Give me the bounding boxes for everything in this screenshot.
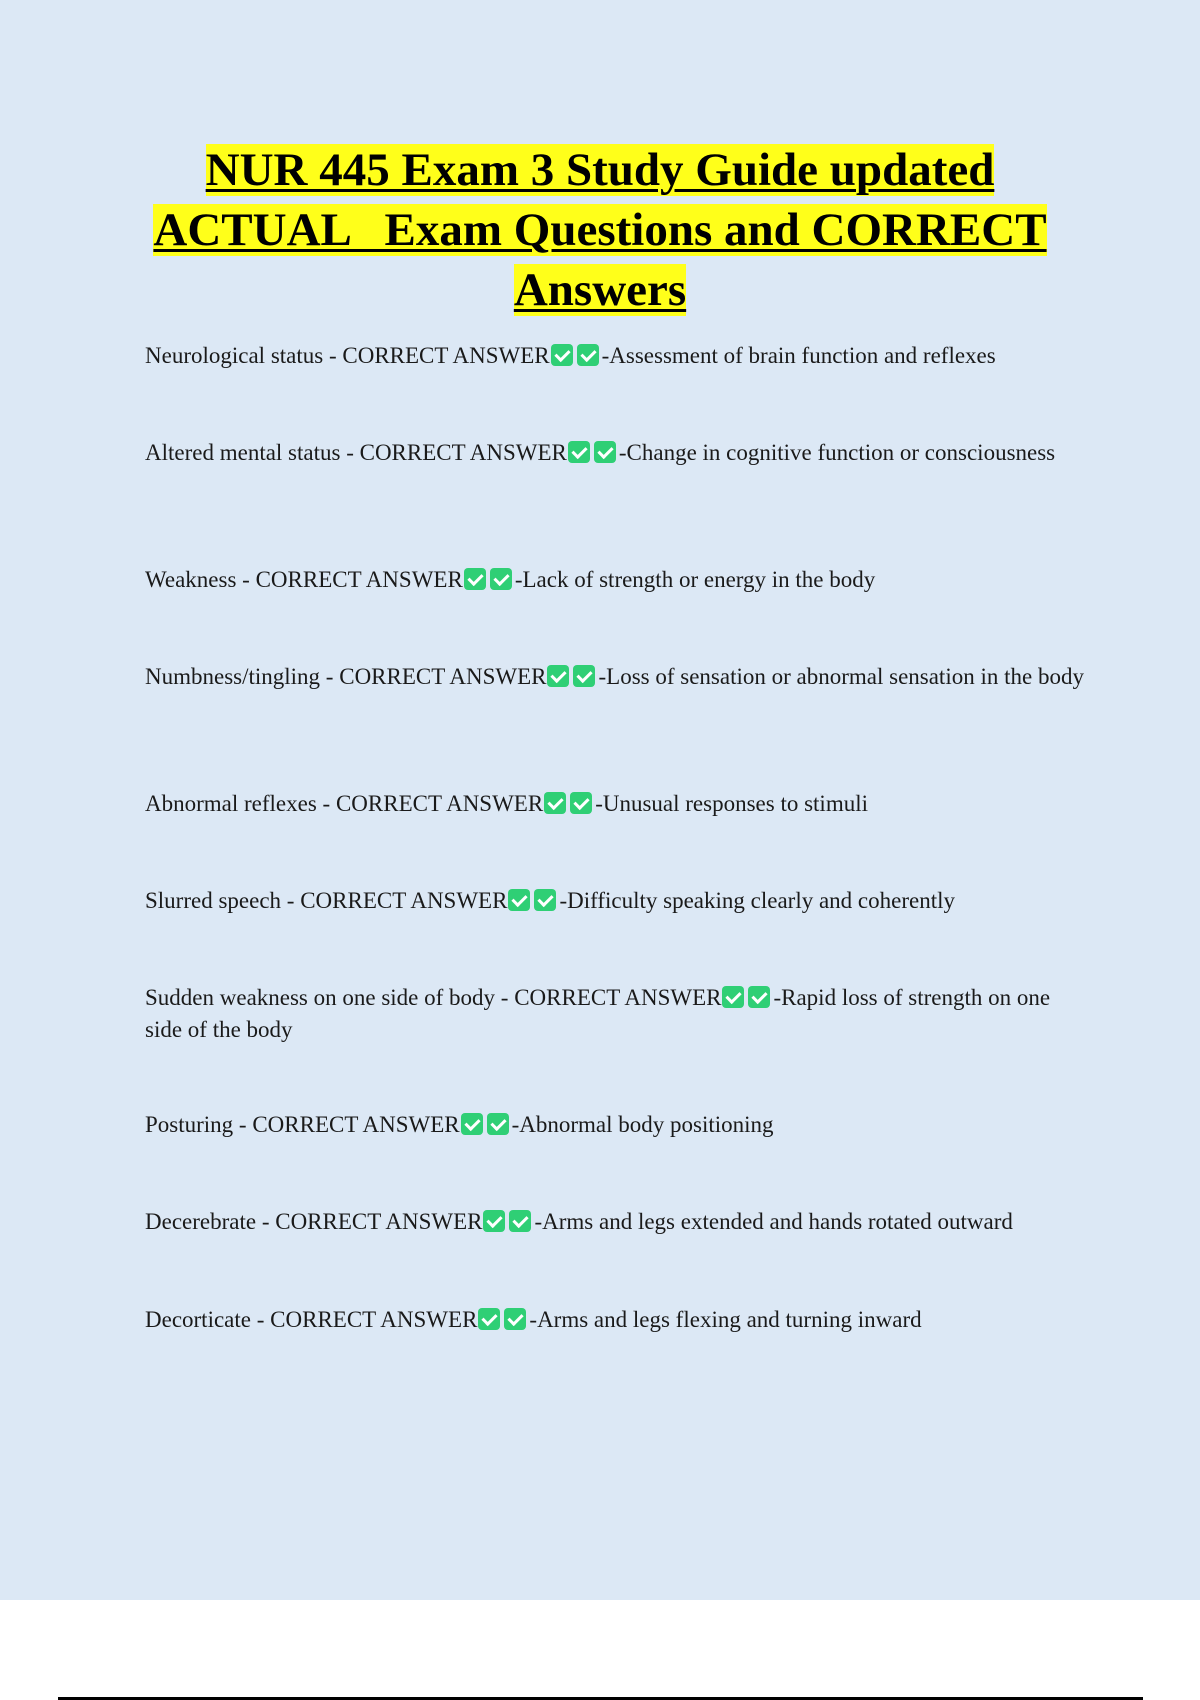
entry-definition: -Abnormal body positioning: [511, 1112, 774, 1137]
qa-entry: [145, 1206, 1085, 1238]
answer-marker: CORRECT ANSWER: [514, 985, 722, 1010]
qa-entry: [145, 982, 1085, 1046]
qa-entry: [145, 1109, 1085, 1141]
check-box-icon: [509, 1210, 531, 1232]
answer-marker: CORRECT ANSWER: [335, 791, 544, 816]
check-box-icon: [478, 1308, 500, 1330]
answer-marker: CORRECT ANSWER: [275, 1209, 483, 1234]
entry-term: Weakness -: [145, 567, 256, 592]
entry-definition: -Lack of strength or energy in the body: [514, 567, 876, 592]
answer-marker: CORRECT ANSWER: [359, 440, 567, 465]
entry-definition: -Arms and legs flexing and turning inward: [529, 1307, 922, 1332]
entry-definition: -Change in cognitive function or consciousness: [618, 440, 1056, 465]
qa-entry: [145, 437, 1085, 469]
qa-entry: [145, 661, 1085, 693]
entry-definition: -Rapid loss of strength on one side of the body: [145, 985, 1051, 1042]
check-box-icon: [577, 344, 599, 366]
answer-marker: CORRECT ANSWER: [252, 1112, 460, 1137]
qa-entry: [145, 1304, 1085, 1336]
check-box-icon: [722, 986, 744, 1008]
entry-term: Altered mental status -: [145, 440, 360, 465]
entry-term: Decerebrate -: [145, 1209, 276, 1234]
entry-term: Decorticate -: [145, 1307, 271, 1332]
qa-entry: [145, 340, 1085, 372]
entry-term: Posturing -: [145, 1112, 253, 1137]
entry-term: Sudden weakness on one side of body -: [145, 985, 515, 1010]
check-box-icon: [573, 665, 595, 687]
check-box-icon: [490, 568, 512, 590]
check-box-icon: [570, 792, 592, 814]
check-box-icon: [483, 1210, 505, 1232]
document-title: [100, 140, 1100, 320]
check-box-icon: [461, 1113, 483, 1135]
entry-term: Abnormal reflexes -: [145, 791, 336, 816]
check-box-icon: [568, 441, 590, 463]
check-box-icon: [547, 665, 569, 687]
check-box-icon: [508, 889, 530, 911]
check-box-icon: [464, 568, 486, 590]
check-box-icon: [487, 1113, 509, 1135]
entry-definition: -Assessment of brain function and reflexes: [601, 343, 996, 368]
title-line: NUR 445 Exam 3 Study Guide updated: [205, 144, 995, 196]
answer-marker: CORRECT ANSWER: [339, 664, 547, 689]
check-box-icon: [594, 441, 616, 463]
answer-marker: CORRECT ANSWER: [342, 343, 550, 368]
entry-term: Numbness/tingling -: [145, 664, 340, 689]
entry-definition: -Loss of sensation or abnormal sensation in the body: [598, 664, 1084, 689]
check-box-icon: [534, 889, 556, 911]
entry-term: Slurred speech -: [145, 888, 301, 913]
check-box-icon: [551, 344, 573, 366]
entry-definition: -Unusual responses to stimuli: [595, 791, 868, 816]
entry-definition: -Difficulty speaking clearly and coherently: [559, 888, 955, 913]
check-box-icon: [748, 986, 770, 1008]
qa-entry: [145, 788, 1085, 820]
title-line: ACTUAL Exam Questions and CORRECT: [153, 204, 1047, 256]
answer-marker: CORRECT ANSWER: [270, 1307, 478, 1332]
qa-entry: [145, 564, 1085, 596]
answer-marker: CORRECT ANSWER: [255, 567, 463, 592]
answer-marker: CORRECT ANSWER: [300, 888, 508, 913]
check-box-icon: [504, 1308, 526, 1330]
check-box-icon: [544, 792, 566, 814]
entry-definition: -Arms and legs extended and hands rotated outward: [534, 1209, 1013, 1234]
entry-term: Neurological status -: [145, 343, 343, 368]
title-line: Answers: [513, 264, 687, 316]
qa-entry: [145, 885, 1085, 917]
